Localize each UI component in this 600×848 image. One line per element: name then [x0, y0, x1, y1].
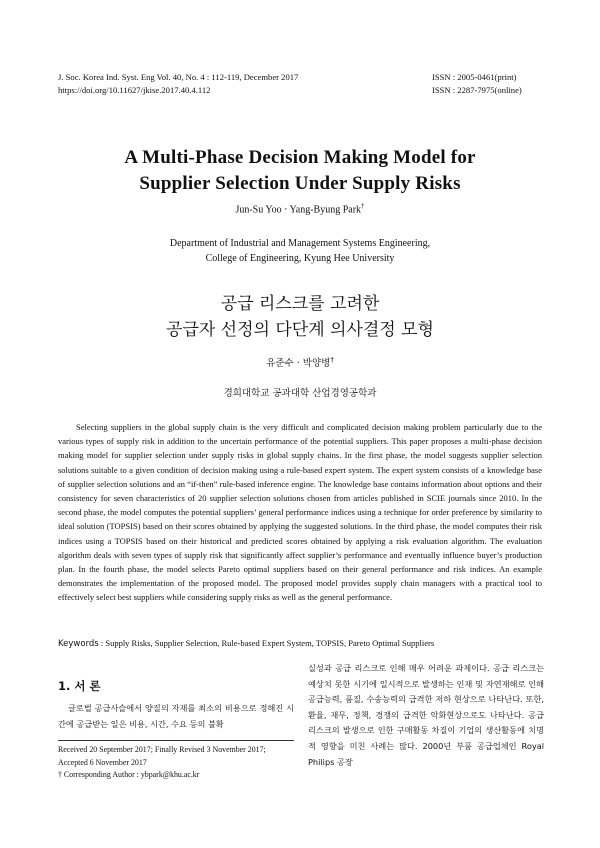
issn-print: ISSN : 2005-0461(print)	[432, 72, 517, 82]
journal-header	[58, 71, 298, 97]
footnotes	[58, 744, 298, 782]
body-text-right-column: 실성과 공급 리스크로 인해 매우 어려운 과제이다. 공급 리스크는 예상치 못한 시기에 일시적으로 발생하는 인재 및 자연재해로 인해 공급능력, 품질, 수송능력의 급격한 저하 현상으로 나타난다. 또한, 환율, 재무, 정책, 경쟁의 급격한 악화현상으로도 나타난다. 공급 리스크의 발생으로 인한 구매활동 차질이 기업의 생산활동에 치명적 영향을 미친 사례는 많다. 2000년 부품 공급업체인 Royal Philips 공장	[308, 663, 544, 767]
keywords-label: Keywords	[58, 639, 99, 649]
received-date: Received 20 September 2017; Finally Revised 3 November 2017;	[58, 745, 266, 754]
title-korean-line-1: 공급 리스크를 고려한	[220, 294, 380, 314]
corresponding-mark-korean: †	[330, 355, 334, 364]
affiliation-english-line-2: College of Engineering, Kyung Hee University	[205, 253, 395, 264]
author-names-english: Jun-Su Yoo · Yang-Byung Park	[235, 204, 362, 216]
issn-block	[432, 71, 522, 97]
accepted-date: Accepted 6 November 2017	[58, 757, 147, 767]
section-heading-introduction: 1. 서 론	[58, 679, 101, 693]
title-english	[0, 145, 600, 197]
corresponding-mark: †	[361, 202, 365, 210]
authors-english	[0, 202, 600, 215]
footnote-divider	[58, 740, 294, 741]
title-english-line-1: A Multi-Phase Decision Making Model for	[124, 147, 476, 168]
affiliation-english	[0, 236, 600, 266]
corresponding-author: † Corresponding Author : ybpark@khu.ac.kr	[58, 770, 200, 780]
keywords-list: : Supply Risks, Supplier Selection, Rule-based Expert System, TOPSIS, Pareto Optimal Suppliers	[98, 638, 435, 648]
authors-korean	[0, 355, 600, 369]
keywords	[58, 638, 548, 649]
affiliation-korean: 경희대학교 공과대학 산업경영공학과	[223, 388, 377, 399]
title-korean-line-2: 공급자 선정의 다단계 의사결정 모형	[166, 320, 434, 340]
title-korean	[0, 291, 600, 343]
author-names-korean: 유준수 · 박양병	[266, 358, 331, 369]
affiliation-english-line-1: Department of Industrial and Management Systems Engineering,	[169, 238, 431, 249]
title-english-line-2: Supplier Selection Under Supply Risks	[139, 173, 461, 194]
issn-online: ISSN : 2287-7975(online)	[432, 85, 522, 95]
body-text-left-column: 글로벌 공급사슬에서 양질의 자재를 최소의 비용으로 정해진 시간에 공급받는 일은 비용, 시간, 수요 등의 불확	[58, 703, 294, 729]
doi-link[interactable]: https://doi.org/10.11627/jkise.2017.40.4.112	[58, 85, 211, 95]
journal-citation: J. Soc. Korea Ind. Syst. Eng Vol. 40, No. 4 : 112-119, December 2017	[58, 72, 299, 82]
abstract: Selecting suppliers in the global supply chain is the very difficult and complicated decision making problem particularly due to the various types of supply risk in addition to the uncertain performance of the potential suppliers. This paper proposes a multi-phase decision making model for supplier selection under supply risks in global supply chains. In the first phase, the model suggests supplier selection solutions suitable to a given condition of decision making using a rule-based expert system. The expert system consists of a knowledge base of supplier selection solutions and an “if-then” rule-based inference engine. The knowledge base contains information about options and their consistency for seven characteristics of 20 supplier selection solutions chosen from articles published in SCIE journals since 2010. In the second phase, the model computes the potential suppliers’ general performance indices using a technique for order preference by similarity to ideal solution (TOPSIS) based on their scores obtained by applying the suggested solutions. In the third phase, the model computes their risk indices using a TOPSIS based on their historical and predicted scores obtained by applying a risk evaluation algorithm. The evaluation algorithm deals with seven types of supply risk that significantly affect supplier’s performance and eventually influence buyer’s production plan. In the fourth phase, the model selects Pareto optimal suppliers based on their general performance and risk indices. An example demonstrates the implementation of the proposed model. The proposed model provides supply chain managers with a practical tool to effectively select best suppliers while considering supply risks as well as the general performance.	[58, 422, 542, 603]
